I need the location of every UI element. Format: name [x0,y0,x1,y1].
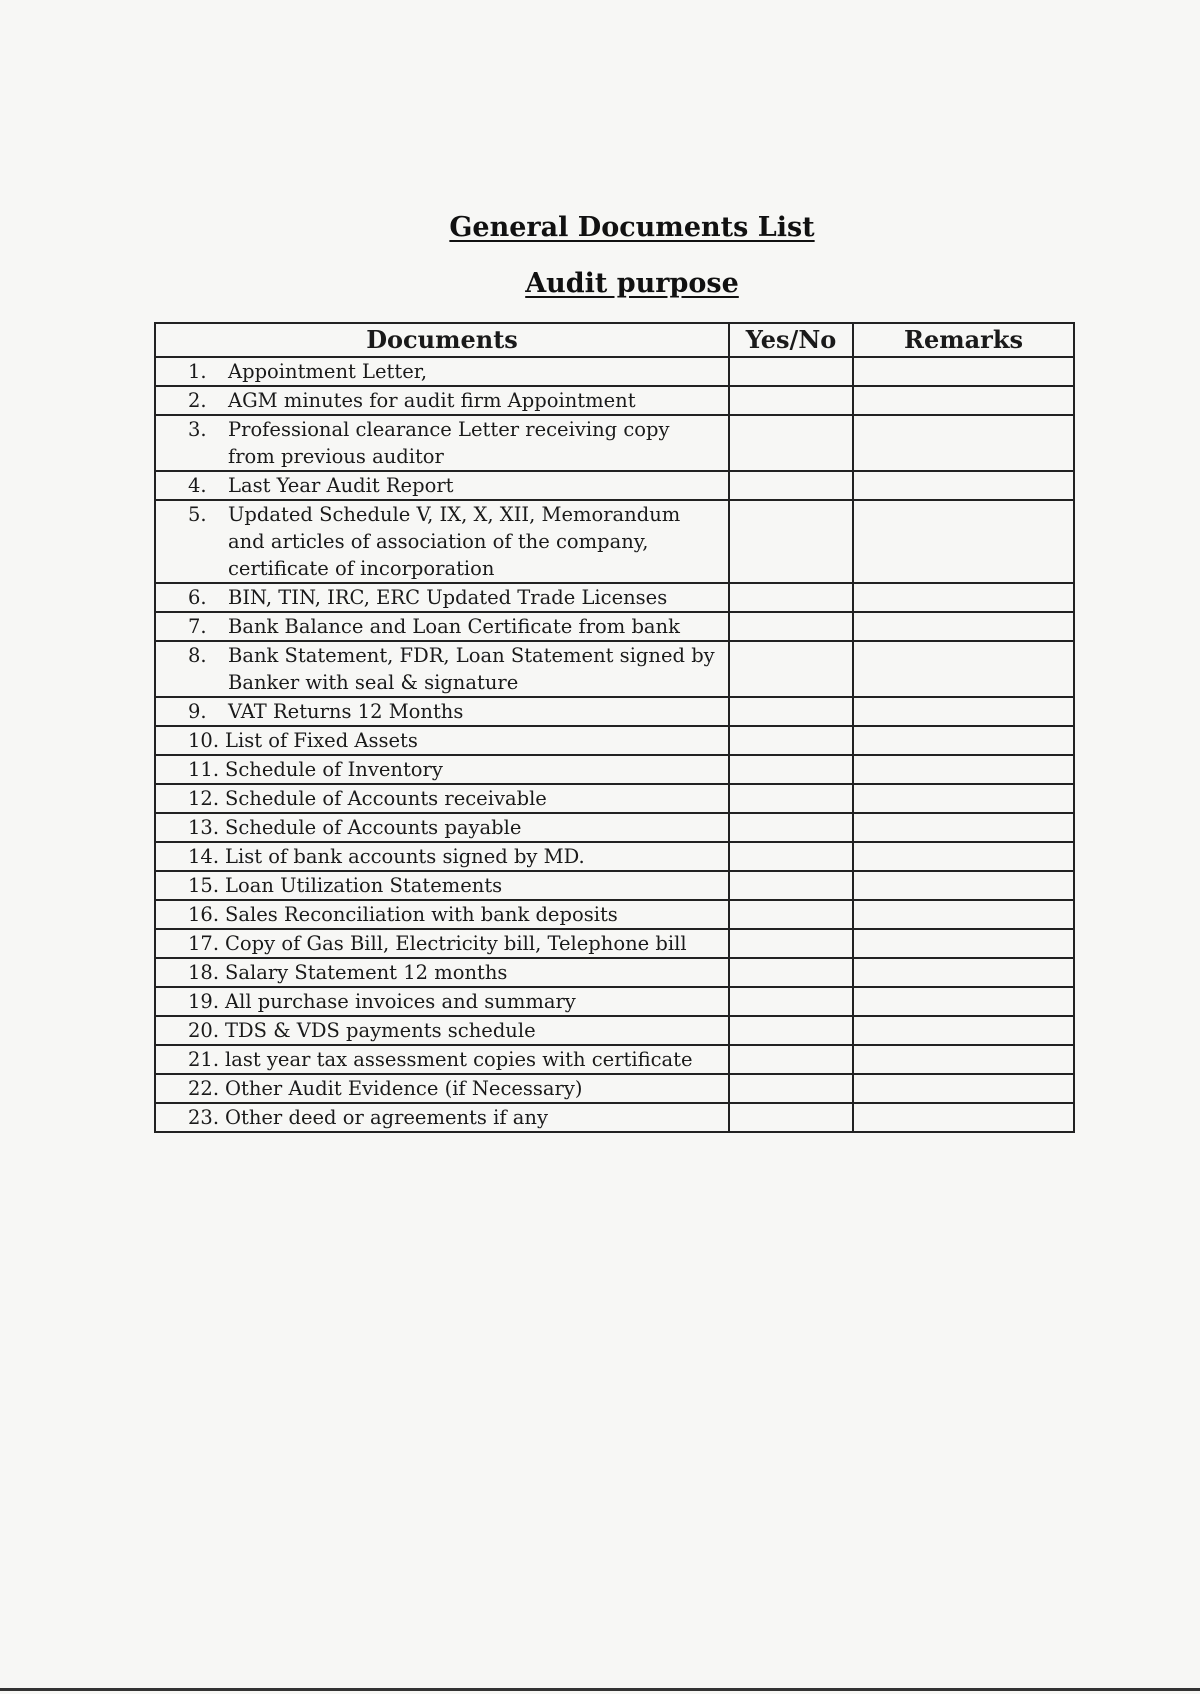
document-cell [155,641,729,697]
table-row [155,1103,1074,1132]
document-cell [155,357,729,386]
item-text: VAT Returns 12 Months [228,700,464,723]
item-number: 21. [188,1048,220,1071]
item-number: 2. [188,389,207,412]
remarks-cell[interactable] [853,813,1074,842]
table-row [155,583,1074,612]
yes-no-cell[interactable] [729,987,853,1016]
yes-no-cell[interactable] [729,813,853,842]
document-item [162,584,722,611]
document-cell [155,871,729,900]
item-number: 9. [188,700,207,723]
item-number: 19. [188,990,220,1013]
document-item [162,387,722,414]
remarks-cell[interactable] [853,784,1074,813]
table-row [155,357,1074,386]
yes-no-cell[interactable] [729,415,853,471]
yes-no-cell[interactable] [729,958,853,987]
item-number: 15. [188,874,220,897]
item-number: 12. [188,787,220,810]
document-item [162,501,722,582]
remarks-cell[interactable] [853,842,1074,871]
documents-table [154,322,1075,1133]
document-item [162,843,722,870]
item-number: 4. [188,474,207,497]
remarks-cell[interactable] [853,500,1074,583]
document-cell [155,755,729,784]
table-row [155,415,1074,471]
yes-no-cell[interactable] [729,357,853,386]
page-subtitle: Audit purpose [525,268,739,299]
remarks-cell[interactable] [853,1074,1074,1103]
yes-no-cell[interactable] [729,471,853,500]
table-row [155,641,1074,697]
item-number: 3. [188,418,207,441]
remarks-cell[interactable] [853,1045,1074,1074]
item-number: 10. [188,729,220,752]
table-row [155,755,1074,784]
remarks-cell[interactable] [853,415,1074,471]
yes-no-cell[interactable] [729,871,853,900]
item-text: Updated Schedule V, IX, X, XII, Memorandum and articles of association of the company, certificate of incorporation [228,503,681,580]
item-number: 18. [188,961,220,984]
page-title: General Documents List [449,212,815,243]
item-text: Other Audit Evidence (if Necessary) [225,1077,583,1100]
item-number: 7. [188,615,207,638]
item-text: Last Year Audit Report [228,474,454,497]
remarks-cell[interactable] [853,900,1074,929]
table-row [155,929,1074,958]
item-text: Sales Reconciliation with bank deposits [225,903,618,926]
remarks-cell[interactable] [853,697,1074,726]
item-number: 23. [188,1106,220,1129]
item-text: Schedule of Inventory [225,758,443,781]
document-cell [155,929,729,958]
item-number: 14. [188,845,220,868]
yes-no-cell[interactable] [729,500,853,583]
document-cell [155,612,729,641]
item-text: Appointment Letter, [228,360,428,383]
yes-no-cell[interactable] [729,726,853,755]
document-item [162,1046,722,1073]
remarks-cell[interactable] [853,386,1074,415]
item-text: BIN, TIN, IRC, ERC Updated Trade Licenses [228,586,668,609]
item-text: TDS & VDS payments schedule [225,1019,536,1042]
header-documents: Documents [155,323,729,357]
table-row [155,784,1074,813]
remarks-cell[interactable] [853,641,1074,697]
item-number: 16. [188,903,220,926]
item-text: Other deed or agreements if any [225,1106,548,1129]
table-row [155,1016,1074,1045]
document-cell [155,583,729,612]
table-row [155,1074,1074,1103]
yes-no-cell[interactable] [729,697,853,726]
remarks-cell[interactable] [853,987,1074,1016]
document-item [162,872,722,899]
document-item [162,727,722,754]
table-row [155,612,1074,641]
document-cell [155,697,729,726]
item-number: 8. [188,644,207,667]
document-cell [155,1103,729,1132]
yes-no-cell[interactable] [729,842,853,871]
document-item [162,959,722,986]
item-text: Salary Statement 12 months [225,961,508,984]
yes-no-cell[interactable] [729,583,853,612]
document-item [162,785,722,812]
item-text: Loan Utilization Statements [225,874,503,897]
item-number: 20. [188,1019,220,1042]
item-text: List of Fixed Assets [225,729,418,752]
document-item [162,814,722,841]
document-cell [155,386,729,415]
table-row [155,500,1074,583]
table-row [155,386,1074,415]
item-text: Schedule of Accounts payable [225,816,522,839]
document-item [162,472,722,499]
yes-no-cell[interactable] [729,641,853,697]
yes-no-cell[interactable] [729,612,853,641]
document-cell [155,842,729,871]
item-text: AGM minutes for audit firm Appointment [228,389,636,412]
item-number: 22. [188,1077,220,1100]
item-text: Copy of Gas Bill, Electricity bill, Telephone bill [225,932,687,955]
remarks-cell[interactable] [853,755,1074,784]
remarks-cell[interactable] [853,471,1074,500]
document-item [162,756,722,783]
yes-no-cell[interactable] [729,1045,853,1074]
document-item [162,930,722,957]
document-item [162,1017,722,1044]
document-item [162,698,722,725]
yes-no-cell[interactable] [729,900,853,929]
document-cell [155,471,729,500]
table-header-row [155,323,1074,357]
remarks-cell[interactable] [853,1016,1074,1045]
item-text: Bank Balance and Loan Certificate from bank [228,615,680,638]
document-cell [155,900,729,929]
document-item [162,1104,722,1131]
document-cell [155,415,729,471]
yes-no-cell[interactable] [729,1074,853,1103]
header-yes-no: Yes/No [729,323,853,357]
table-row [155,471,1074,500]
document-item [162,416,722,470]
remarks-cell[interactable] [853,612,1074,641]
table-row [155,900,1074,929]
yes-no-cell[interactable] [729,784,853,813]
item-number: 17. [188,932,220,955]
yes-no-cell[interactable] [729,1103,853,1132]
document-cell [155,1016,729,1045]
item-number: 11. [188,758,220,781]
item-text: Schedule of Accounts receivable [225,787,547,810]
remarks-cell[interactable] [853,958,1074,987]
yes-no-cell[interactable] [729,1016,853,1045]
document-cell [155,958,729,987]
document-cell [155,726,729,755]
item-text: last year tax assessment copies with certificate [225,1048,693,1071]
document-item [162,901,722,928]
header-remarks: Remarks [853,323,1074,357]
remarks-cell[interactable] [853,929,1074,958]
yes-no-cell[interactable] [729,929,853,958]
document-cell [155,1074,729,1103]
item-text: Bank Statement, FDR, Loan Statement signed by Banker with seal & signature [228,644,715,694]
table-row [155,842,1074,871]
document-cell [155,813,729,842]
item-number: 13. [188,816,220,839]
table-row [155,958,1074,987]
item-number: 6. [188,586,207,609]
document-cell [155,784,729,813]
document-cell [155,987,729,1016]
item-number: 5. [188,503,207,526]
table-row [155,871,1074,900]
item-text: List of bank accounts signed by MD. [225,845,585,868]
document-item [162,613,722,640]
table-row [155,726,1074,755]
document-item [162,1075,722,1102]
page-bottom-edge [0,1688,1200,1691]
document-item [162,642,722,696]
table-row [155,813,1074,842]
remarks-cell[interactable] [853,357,1074,386]
table-row [155,987,1074,1016]
item-text: All purchase invoices and summary [225,990,576,1013]
item-number: 1. [188,360,207,383]
item-text: Professional clearance Letter receiving copy from previous auditor [228,418,670,468]
table-row [155,1045,1074,1074]
document-cell [155,1045,729,1074]
remarks-cell[interactable] [853,871,1074,900]
table-row [155,697,1074,726]
remarks-cell[interactable] [853,583,1074,612]
document-cell [155,500,729,583]
document-item [162,358,722,385]
document-item [162,988,722,1015]
remarks-cell[interactable] [853,726,1074,755]
yes-no-cell[interactable] [729,755,853,784]
remarks-cell[interactable] [853,1103,1074,1132]
yes-no-cell[interactable] [729,386,853,415]
